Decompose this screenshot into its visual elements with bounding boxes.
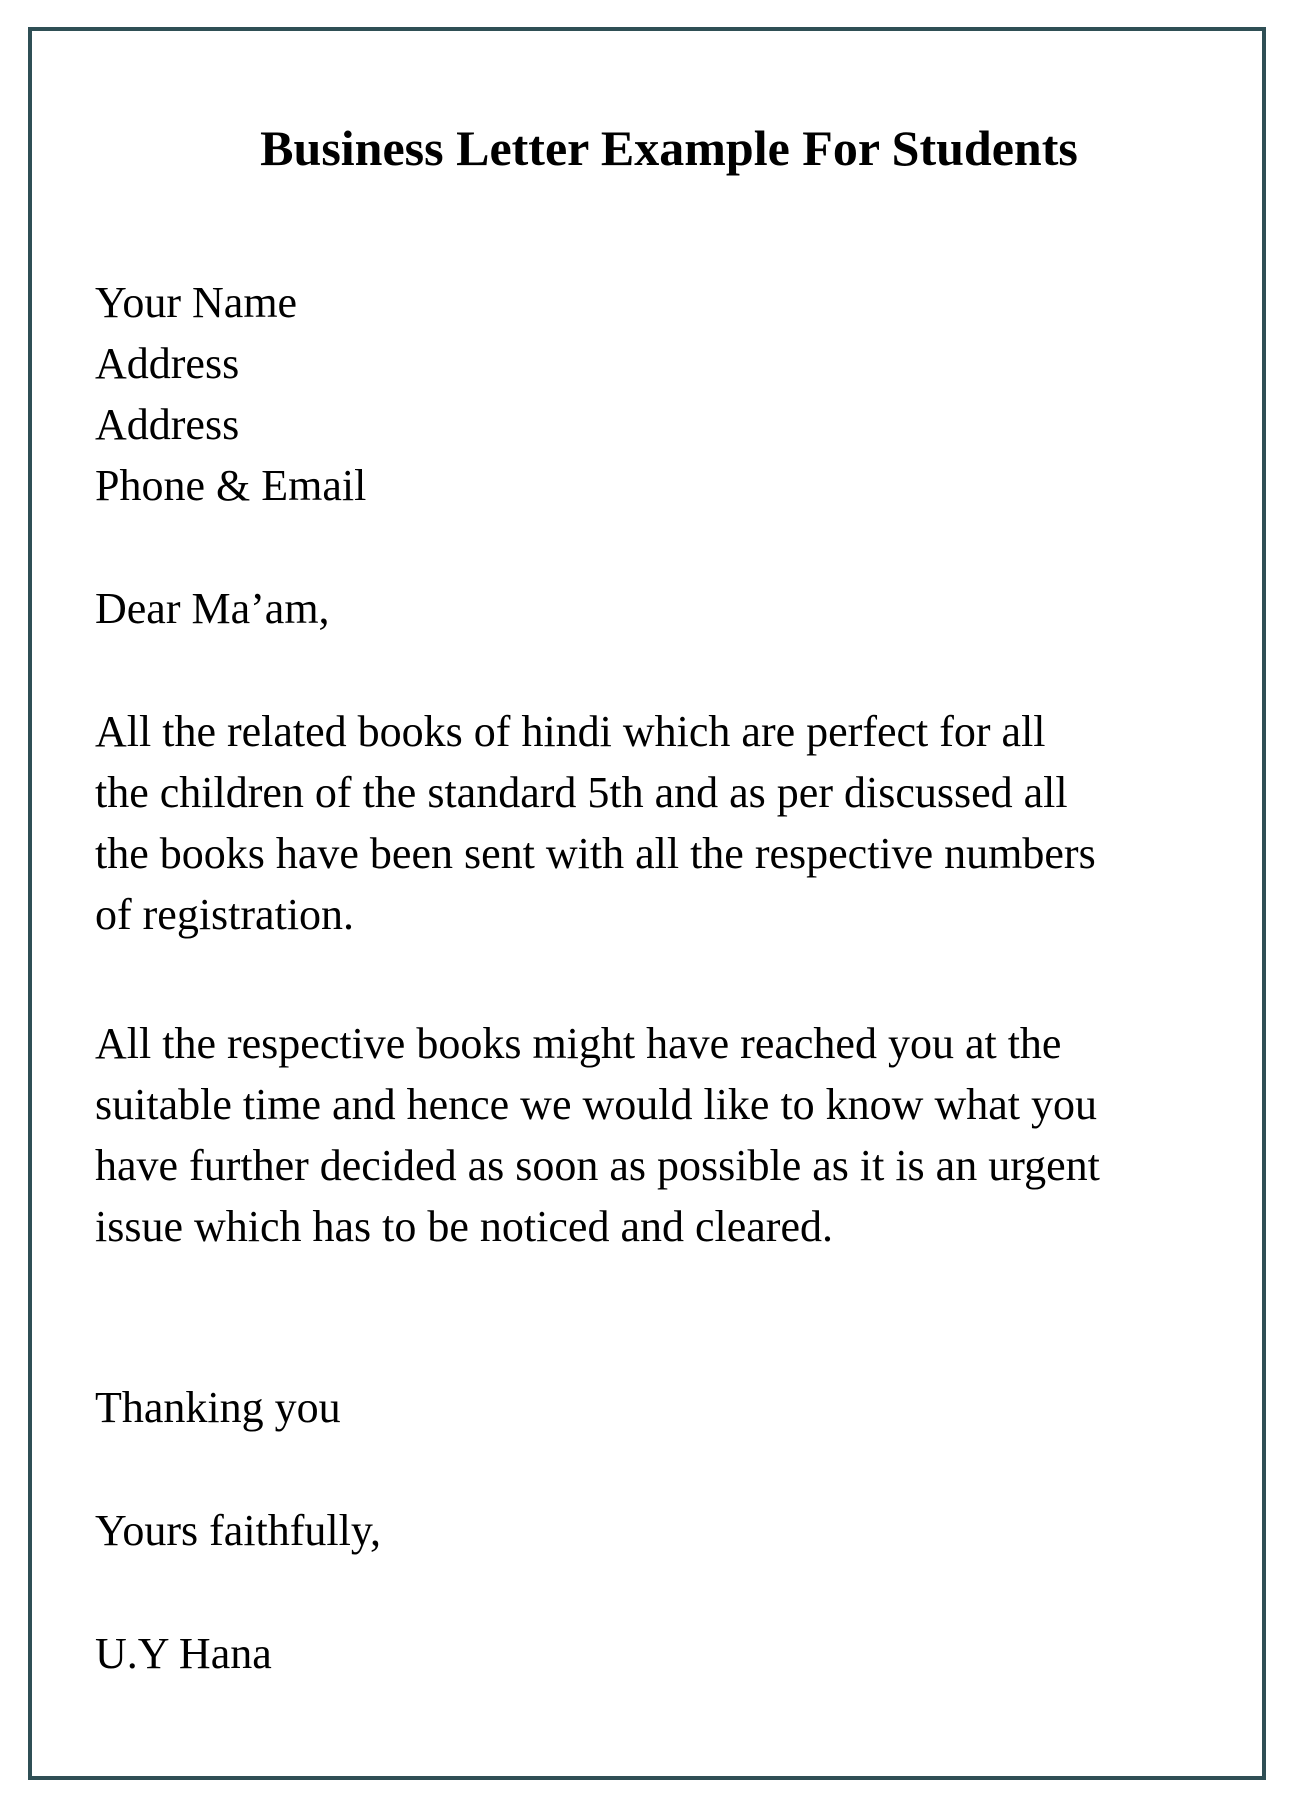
closing-line: Yours faithfully, — [95, 1506, 382, 1555]
signature: U.Y Hana — [95, 1629, 272, 1678]
sender-contact: Phone & Email — [95, 461, 367, 510]
sender-block — [95, 272, 366, 516]
sender-address-2: Address — [95, 400, 240, 449]
paragraph-line: All the related books of hindi which are perfect for all — [95, 707, 1046, 756]
paragraph-line: the children of the standard 5th and as per discussed all — [95, 768, 1068, 817]
paragraph-line: issue which has to be noticed and cleared. — [95, 1202, 833, 1251]
sender-name: Your Name — [95, 278, 298, 327]
paragraph-line: of registration. — [95, 890, 355, 939]
body-paragraph-1 — [95, 701, 1096, 945]
paragraph-line: the books have been sent with all the respective numbers — [95, 829, 1096, 878]
sender-address-1: Address — [95, 339, 240, 388]
letter-title: Business Letter Example For Students — [260, 120, 1078, 176]
body-paragraph-2 — [95, 1013, 1100, 1257]
paragraph-line: All the respective books might have reached you at the — [95, 1019, 1062, 1068]
salutation: Dear Ma’am, — [95, 584, 330, 633]
thanks-line: Thanking you — [95, 1383, 341, 1432]
paragraph-line: have further decided as soon as possible as it is an urgent — [95, 1141, 1100, 1190]
paragraph-line: suitable time and hence we would like to know what you — [95, 1080, 1097, 1129]
